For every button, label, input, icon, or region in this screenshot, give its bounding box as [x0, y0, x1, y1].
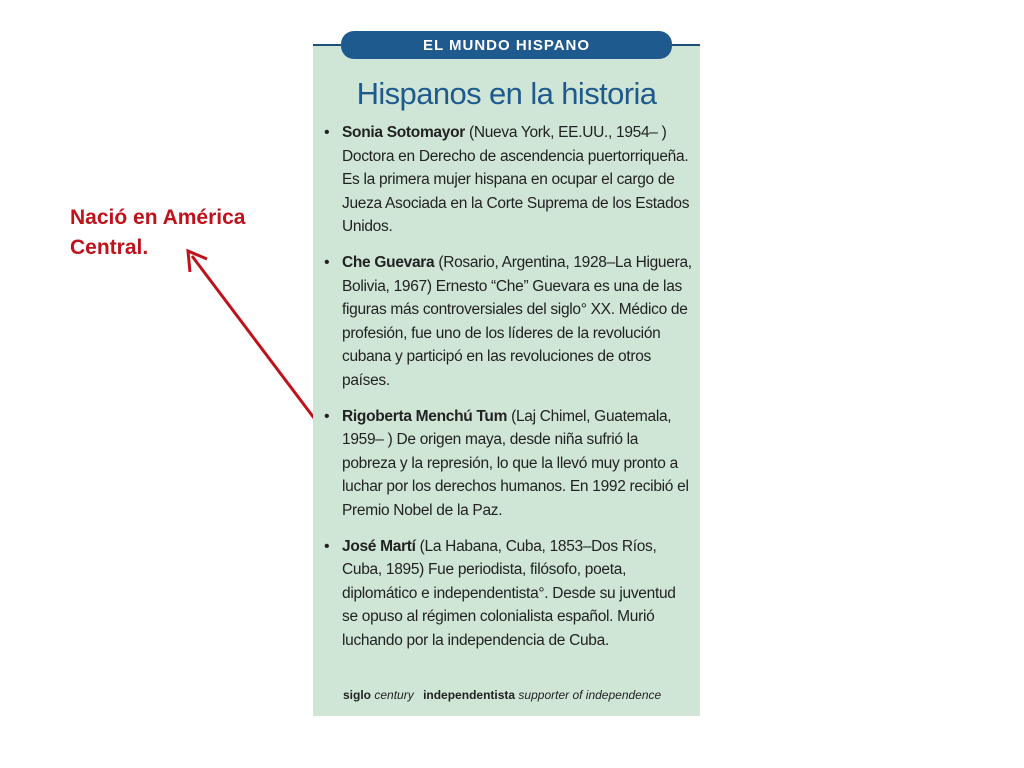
glossary-definition: century	[374, 688, 414, 702]
header-rule-left	[313, 44, 343, 46]
person-details: (Laj Chimel, Guatemala, 1959– ) De origen maya, desde niña sufrió la pobreza y la represión, lo que la llevó muy pronto a luchar por los derechos humanos. En 1992 recibió el Premio Nobel de la Paz.	[342, 407, 689, 519]
bullet-icon: •	[324, 124, 330, 141]
panel-title: Hispanos en la historia	[356, 76, 657, 111]
person-name: José Martí	[342, 537, 416, 555]
person-details: (Rosario, Argentina, 1928–La Higuera, Bolivia, 1967) Ernesto “Che” Guevara es una de las figuras más controversiales del siglo° XX. Médico de profesión, fue uno de los líderes de la revolución cubana y participó en las revoluciones de otros países.	[342, 253, 692, 389]
person-details: (Nueva York, EE.UU., 1954– ) Doctora en Derecho de ascendencia puertorriqueña. Es la primera mujer hispana en ocupar el cargo de Jueza Asociada en la Corte Suprema de los Estados Unidos.	[342, 124, 690, 236]
glossary-term: independentista	[423, 688, 516, 702]
entry-list	[322, 121, 692, 664]
person-name: Che Guevara	[342, 253, 435, 271]
person-name: Sonia Sotomayor	[342, 124, 465, 141]
header-rule-right	[670, 44, 700, 46]
glossary-term: siglo	[343, 688, 372, 702]
person-name: Rigoberta Menchú Tum	[342, 407, 508, 425]
annotation-line-1: Nació en América	[70, 206, 246, 229]
list-item	[322, 535, 692, 653]
list-item	[322, 405, 692, 523]
person-details: (La Habana, Cuba, 1853–Dos Ríos, Cuba, 1895) Fue periodista, filósofo, poeta, diplomático e independentista°. Desde su juventud se opuso al régimen colonialista español. Murió luchando por la independencia de Cuba.	[342, 537, 676, 649]
list-item	[322, 251, 692, 393]
annotation-line-2: Central.	[70, 236, 149, 259]
glossary-footnote	[343, 688, 667, 702]
bullet-icon: •	[324, 537, 330, 555]
list-item	[322, 121, 692, 239]
glossary-definition: supporter of independence	[518, 688, 662, 702]
bullet-icon: •	[324, 253, 330, 271]
section-header: EL MUNDO HISPANO	[341, 31, 672, 59]
bullet-icon: •	[324, 407, 330, 425]
arrow-shaft	[192, 256, 314, 418]
